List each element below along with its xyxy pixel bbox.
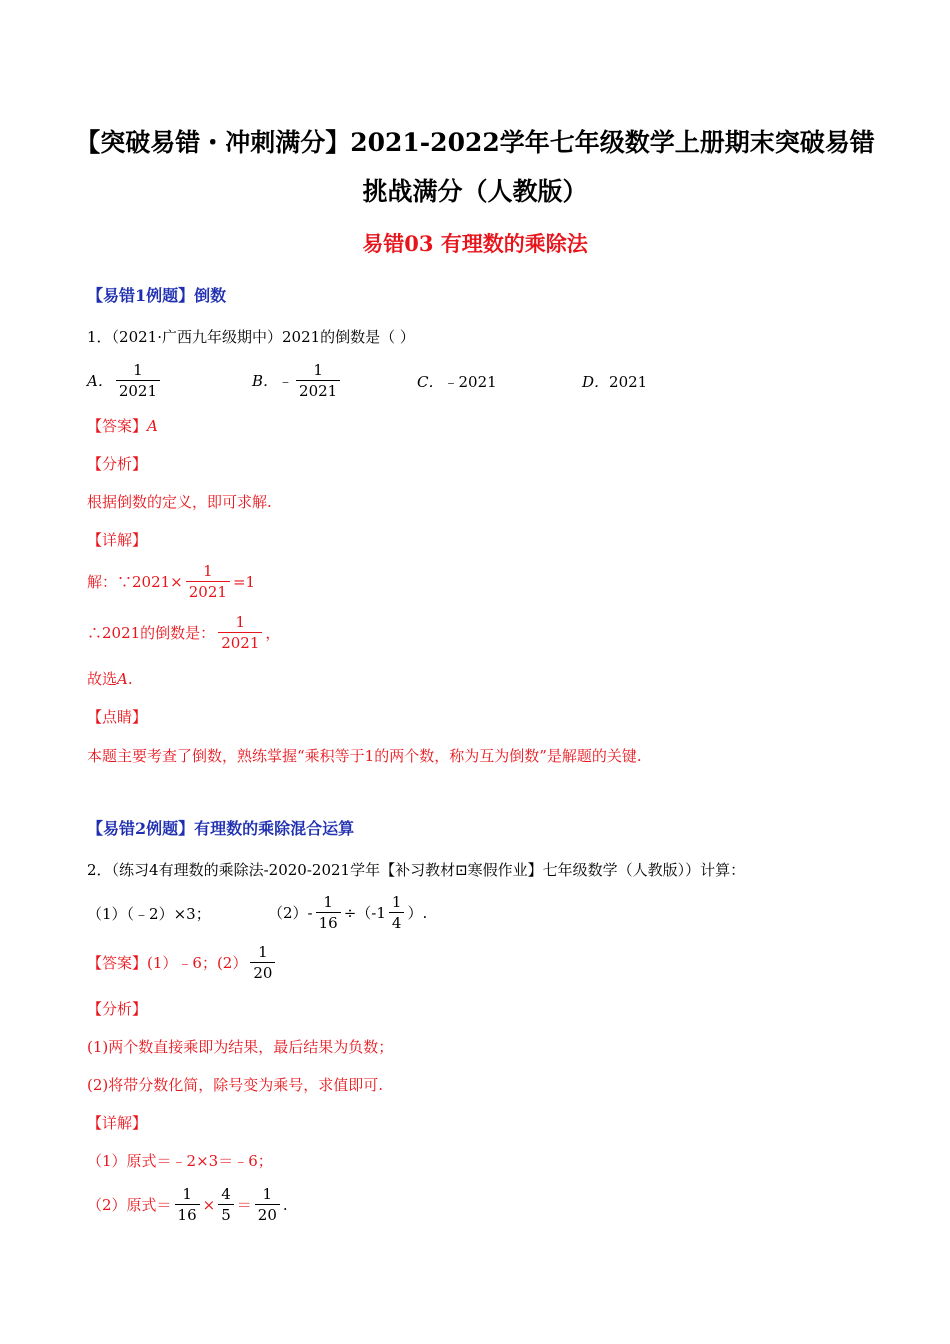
detail1-line2-denominator: 2021 [218, 632, 262, 653]
detail2-fraction2-numerator: 4 [221, 1185, 231, 1203]
part2-mixed-denominator: 4 [389, 912, 405, 933]
part2-mid: ÷（-1 [343, 904, 386, 922]
detail2-fraction1 [175, 1184, 200, 1225]
option-c-value: ﹣2021 [443, 373, 497, 391]
detail1-line1-denominator: 2021 [186, 581, 230, 602]
detail1-line2-prefix: ∴2021的倒数是： [87, 624, 216, 642]
answer1-value: A [147, 417, 158, 435]
detail2-fraction2 [218, 1184, 234, 1225]
detail1-line2 [87, 612, 280, 653]
document-title-line2: 挑战满分（人教版） [362, 177, 588, 206]
option-b-sign: ﹣ [278, 372, 294, 390]
answer2-label: 【答案】 [87, 954, 148, 972]
document-title-line1: 【突破易错・冲刺满分】2021-2022学年七年级数学上册期末突破易错 [75, 128, 875, 157]
detail2-fraction1-numerator: 1 [182, 1185, 192, 1203]
answer2 [87, 942, 278, 983]
section2-heading: 【易错2例题】有理数的乘除混合运算 [87, 819, 355, 838]
detail1-line2-suffix: ， [265, 624, 281, 642]
detail1-line1-numerator: 1 [203, 562, 213, 580]
detail2-line2-prefix: （2）原式＝ [87, 1196, 172, 1214]
detail2-fraction3-numerator: 1 [262, 1185, 273, 1203]
option-a-label: A． [87, 372, 113, 390]
section1-heading: 【易错1例题】倒数 [87, 286, 227, 305]
answer1 [87, 415, 158, 436]
option-a-numerator: 1 [133, 361, 143, 379]
detail1-label: 【详解】 [87, 531, 148, 549]
detail1-line3-suffix: . [127, 670, 133, 688]
answer2-fraction [250, 942, 275, 983]
comment1-label: 【点睛】 [87, 708, 148, 726]
option-b-fraction [296, 360, 340, 401]
answer1-label: 【答案】 [87, 417, 148, 435]
detail1-line1-suffix: =1 [232, 572, 256, 591]
part2-mixed-numerator: 1 [391, 893, 402, 911]
detail2-suffix: . [282, 1195, 288, 1214]
detail1-line1-prefix: 解：∵2021× [87, 573, 183, 591]
part2-numerator: 1 [323, 893, 333, 911]
detail1-line2-fraction [218, 612, 262, 653]
option-d-value: 2021 [609, 373, 648, 391]
detail2-fraction2-denominator: 5 [218, 1204, 234, 1225]
option-b-label: B． [252, 372, 279, 390]
analysis2-label: 【分析】 [87, 1000, 148, 1018]
option-c-label: C． [417, 373, 444, 391]
analysis1-label: 【分析】 [87, 455, 148, 473]
answer2-numerator: 1 [258, 943, 268, 961]
answer2-denominator: 20 [250, 962, 275, 983]
detail2-fraction3-denominator: 20 [255, 1204, 280, 1225]
option-b [252, 360, 343, 401]
option-b-denominator: 2021 [296, 380, 340, 401]
question1-text: 1．（2021·广西九年级期中）2021的倒数是（ ） [87, 328, 415, 346]
detail1-line3-prefix: 故选 [87, 670, 118, 688]
option-c [417, 371, 497, 392]
analysis2-line2: (2)将带分数化简，除号变为乘号，求值即可. [87, 1076, 384, 1094]
question2-part2 [268, 892, 427, 933]
detail2-fraction3 [255, 1184, 280, 1225]
option-a [87, 360, 163, 401]
detail1-line3 [87, 668, 133, 689]
option-a-fraction [116, 360, 160, 401]
detail1-line3-choice: A [117, 670, 128, 688]
analysis1-text: 根据倒数的定义，即可求解. [87, 493, 272, 511]
part2-denominator: 16 [316, 912, 341, 933]
detail2-times: × [202, 1195, 216, 1214]
option-d-label: D． [582, 373, 610, 391]
option-a-denominator: 2021 [116, 380, 160, 401]
detail2-equals: ＝ [236, 1196, 252, 1214]
detail1-line1-fraction [186, 561, 230, 602]
option-b-numerator: 1 [313, 361, 323, 379]
document-subtitle: 易错03 有理数的乘除法 [362, 231, 588, 256]
part2-fraction [316, 892, 341, 933]
detail2-fraction1-denominator: 16 [175, 1204, 200, 1225]
detail2-label: 【详解】 [87, 1114, 148, 1132]
question2-text: 2．（练习4有理数的乘除法-2020-2021学年【补习教材⊡寒假作业】七年级数学（人教版））计算： [87, 861, 746, 879]
part2-suffix: ）. [407, 904, 428, 922]
part2-prefix: （2）- [268, 904, 313, 922]
detail1-line2-numerator: 1 [235, 613, 246, 631]
question2-part1: （1）（﹣2）×3； [87, 905, 211, 923]
comment1-text: 本题主要考查了倒数，熟练掌握“乘积等于1的两个数，称为互为倒数”是解题的关键. [87, 747, 642, 765]
detail2-line1: （1）原式＝﹣2×3＝﹣6； [87, 1152, 273, 1170]
analysis2-line1: (1)两个数直接乘即为结果，最后结果为负数； [87, 1038, 394, 1056]
option-d [582, 371, 647, 392]
detail2-line2 [87, 1184, 288, 1225]
detail1-line1 [87, 561, 255, 602]
answer2-text: (1）﹣6；(2） [147, 954, 248, 972]
part2-mixed-fraction [389, 892, 405, 933]
